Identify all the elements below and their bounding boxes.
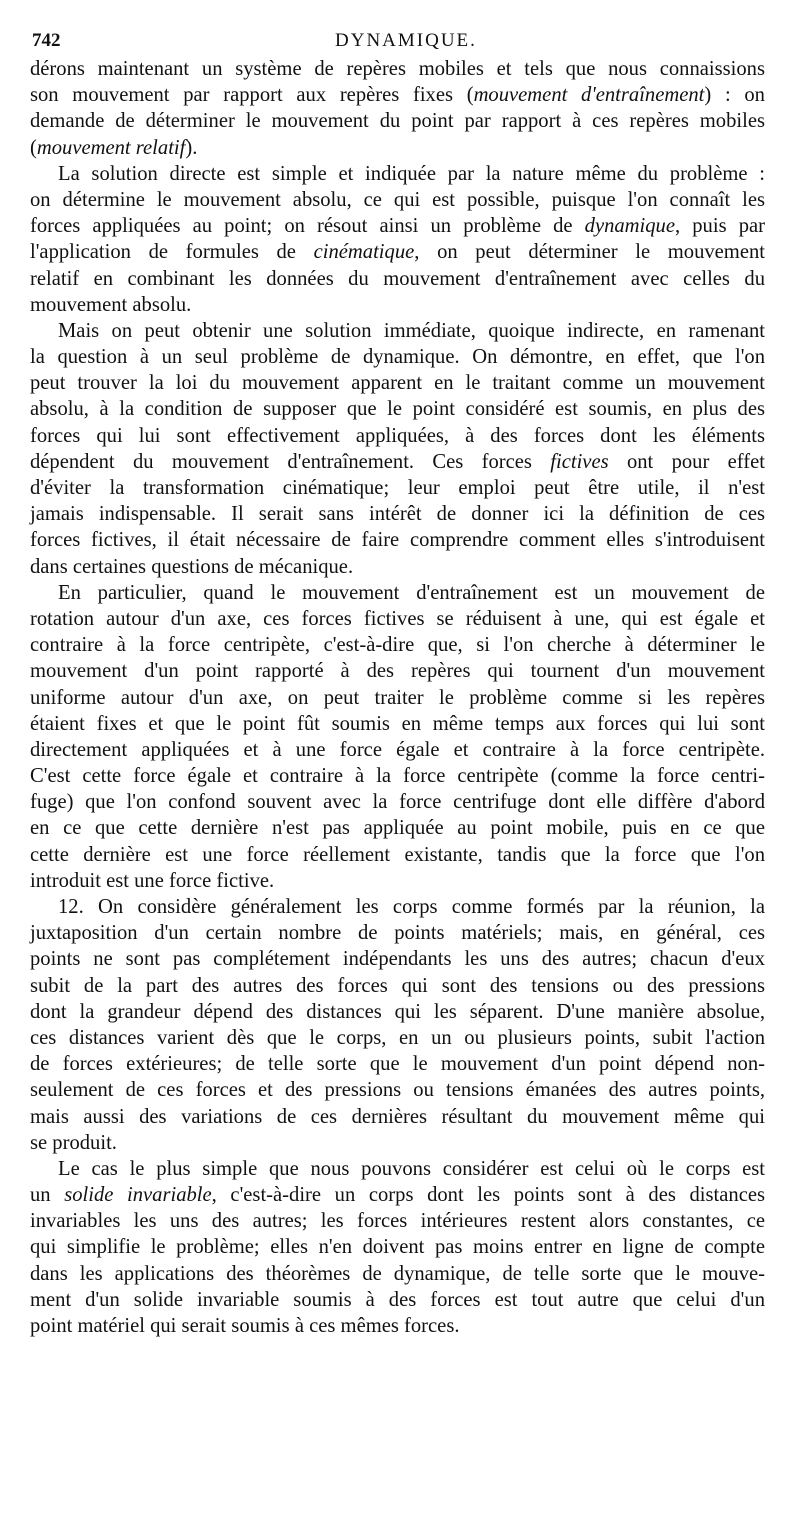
- text-segment: ).: [185, 136, 198, 159]
- text-segment: , puis par: [675, 215, 766, 238]
- running-title: DYNAMIQUE.: [335, 30, 477, 51]
- text-line: [30, 82, 765, 108]
- text-line: [30, 292, 765, 318]
- text-line: [30, 1130, 765, 1156]
- book-page: [30, 26, 765, 1339]
- text-line: [30, 1313, 765, 1339]
- text-segment: invariables les uns des autres; les forces intérieures restent alors constantes, ce: [30, 1210, 765, 1233]
- text-segment: un: [30, 1184, 65, 1207]
- text-segment: l'application de formules de: [30, 241, 314, 264]
- text-line: [30, 999, 765, 1025]
- text-line: [30, 1156, 765, 1182]
- text-segment: forces fictives, il était nécessaire de faire comprendre comment elles s'introduisent: [30, 529, 765, 552]
- text-segment: En particulier, quand le mouvement d'entraînement est un mouvement de: [58, 581, 765, 604]
- text-segment: peut trouver la loi du mouvement apparent en le traitant comme un mouvement: [30, 372, 765, 395]
- text-line: [30, 135, 765, 161]
- text-line: [30, 527, 765, 553]
- text-segment: ment d'un solide invariable soumis à des forces est tout autre que celui d'un: [30, 1288, 765, 1311]
- text-line: [30, 894, 765, 920]
- text-line: [30, 815, 765, 841]
- text-line: [30, 973, 765, 999]
- text-segment: mouvement d'un point rapporté à des repères qui tournent d'un mouvement: [30, 660, 765, 683]
- text-segment: Le cas le plus simple que nous pouvons considérer est celui où le corps est: [58, 1157, 765, 1180]
- text-line: [30, 842, 765, 868]
- text-line: [30, 1261, 765, 1287]
- text-line: [30, 344, 765, 370]
- text-line: [30, 737, 765, 763]
- text-segment: la question à un seul problème de dynamique. On démontre, en effet, que l'on: [30, 346, 765, 369]
- text-line: [30, 868, 765, 894]
- text-segment: points ne sont pas complétement indépendants les uns des autres; chacun d'eux: [30, 948, 765, 971]
- text-segment: , on peut déterminer le mouvement: [414, 241, 765, 264]
- text-segment: uniforme autour d'un axe, on peut traiter le problème comme si les repères: [30, 686, 765, 709]
- text-segment: dérons maintenant un système de repères mobiles et tels que nous connaissions: [30, 58, 765, 80]
- text-line: [30, 56, 765, 82]
- text-segment: dans les applications des théorèmes de dynamique, de telle sorte que le mouve-: [30, 1262, 765, 1285]
- text-segment: seulement de ces forces et des pressions ou tensions émanées des autres points,: [30, 1079, 765, 1102]
- text-segment: juxtaposition d'un certain nombre de points matériels; mais, en général, ces: [30, 922, 765, 945]
- body-text: [30, 56, 765, 1339]
- text-line: [30, 554, 765, 580]
- text-segment: C'est cette force égale et contraire à la force centripète (comme la force centri-: [30, 765, 765, 788]
- text-segment: se produit.: [30, 1131, 117, 1154]
- text-line: [30, 1287, 765, 1313]
- text-line: [30, 475, 765, 501]
- text-line: [30, 161, 765, 187]
- italic-term: mouvement d'entraînement: [473, 84, 705, 107]
- italic-term: fictives: [550, 450, 609, 473]
- text-segment: jamais indispensable. Il serait sans intérêt de donner ici la définition de ces: [30, 503, 765, 526]
- text-segment: contraire à la force centripète, c'est-à-dire que, si l'on cherche à déterminer le: [30, 634, 765, 657]
- text-segment: dont la grandeur dépend des distances qui les séparent. D'une manière absolue,: [30, 1000, 765, 1023]
- text-segment: demande de déterminer le mouvement du point par rapport à ces repères mobiles: [30, 110, 765, 133]
- text-line: [30, 318, 765, 344]
- text-line: [30, 213, 765, 239]
- italic-term: cinématique: [313, 241, 415, 264]
- text-segment: absolu, à la condition de supposer que le point considéré est soumis, en plus des: [30, 398, 765, 421]
- text-segment: en ce que cette dernière n'est pas appliquée au point mobile, puis en ce que: [30, 817, 765, 840]
- text-segment: rotation autour d'un axe, ces forces fictives se réduisent à une, qui est égale et: [30, 607, 765, 630]
- text-segment: on détermine le mouvement absolu, ce qui est possible, puisque l'on connaît les: [30, 188, 765, 211]
- text-line: [30, 1051, 765, 1077]
- text-segment: mouvement absolu.: [30, 293, 192, 316]
- text-segment: 12. On considère généralement les corps comme formés par la réunion, la: [58, 896, 765, 918]
- text-segment: , c'est-à-dire un corps dont les points sont à des distances: [211, 1184, 765, 1207]
- text-segment: directement appliquées et à une force égale et contraire à la force centripète.: [30, 738, 765, 761]
- text-segment: ont pour effet: [608, 450, 766, 473]
- text-line: [30, 711, 765, 737]
- text-line: [30, 1234, 765, 1260]
- text-line: [30, 789, 765, 815]
- text-segment: dépendent du mouvement d'entraînement. Ces forces: [30, 450, 551, 473]
- text-line: [30, 632, 765, 658]
- text-segment: La solution directe est simple et indiquée par la nature même du problème :: [58, 162, 765, 185]
- page-number: 742: [32, 30, 61, 51]
- text-segment: mais aussi des variations de ces dernières résultant du mouvement même qui: [30, 1105, 765, 1128]
- text-line: [30, 423, 765, 449]
- text-line: [30, 946, 765, 972]
- text-line: [30, 108, 765, 134]
- text-segment: qui simplifie le problème; elles n'en doivent pas moins entrer en ligne de compte: [30, 1236, 765, 1259]
- text-segment: forces qui lui sont effectivement appliquées, à des forces dont les éléments: [30, 424, 765, 447]
- text-line: [30, 266, 765, 292]
- text-line: [30, 239, 765, 265]
- text-segment: de forces extérieures; de telle sorte que le mouvement d'un point dépend non-: [30, 1053, 765, 1076]
- text-segment: cette dernière est une force réellement existante, tandis que la force que l'on: [30, 843, 765, 866]
- text-line: [30, 1208, 765, 1234]
- text-line: [30, 763, 765, 789]
- text-line: [30, 606, 765, 632]
- italic-term: dynamique: [584, 215, 675, 238]
- text-segment: ces distances varient dès que le corps, en un ou plusieurs points, subit l'action: [30, 1026, 765, 1049]
- text-segment: étaient fixes et que le point fût soumis en même temps aux forces qui lui sont: [30, 712, 765, 735]
- italic-term: solide invariable: [64, 1184, 212, 1207]
- text-segment: relatif en combinant les données du mouvement d'entraînement avec celles du: [30, 267, 765, 290]
- text-line: [30, 658, 765, 684]
- text-segment: point matériel qui serait soumis à ces mêmes forces.: [30, 1315, 460, 1337]
- text-segment: (: [30, 136, 37, 159]
- text-segment: d'éviter la transformation cinématique; leur emploi peut être utile, il n'est: [30, 477, 765, 499]
- text-segment: dans certaines questions de mécanique.: [30, 555, 354, 578]
- text-line: [30, 1104, 765, 1130]
- text-line: [30, 449, 765, 475]
- text-line: [30, 501, 765, 527]
- page-header: [30, 26, 765, 56]
- text-line: [30, 580, 765, 606]
- text-line: [30, 1182, 765, 1208]
- text-segment: son mouvement par rapport aux repères fixes (: [30, 84, 474, 107]
- text-line: [30, 1025, 765, 1051]
- text-line: [30, 920, 765, 946]
- text-line: [30, 1077, 765, 1103]
- text-segment: Mais on peut obtenir une solution immédiate, quoique indirecte, en ramenant: [58, 319, 765, 342]
- text-segment: introduit est une force fictive.: [30, 869, 275, 892]
- text-line: [30, 685, 765, 711]
- text-line: [30, 396, 765, 422]
- italic-term: mouvement relatif: [36, 136, 186, 159]
- text-segment: fuge) que l'on confond souvent avec la force centrifuge dont elle diffère d'abord: [30, 791, 765, 814]
- text-line: [30, 370, 765, 396]
- text-segment: forces appliquées au point; on résout ainsi un problème de: [30, 215, 585, 238]
- text-segment: subit de la part des autres des forces qui sont des tensions ou des pressions: [30, 974, 765, 997]
- text-segment: ) : on: [704, 84, 765, 107]
- text-line: [30, 187, 765, 213]
